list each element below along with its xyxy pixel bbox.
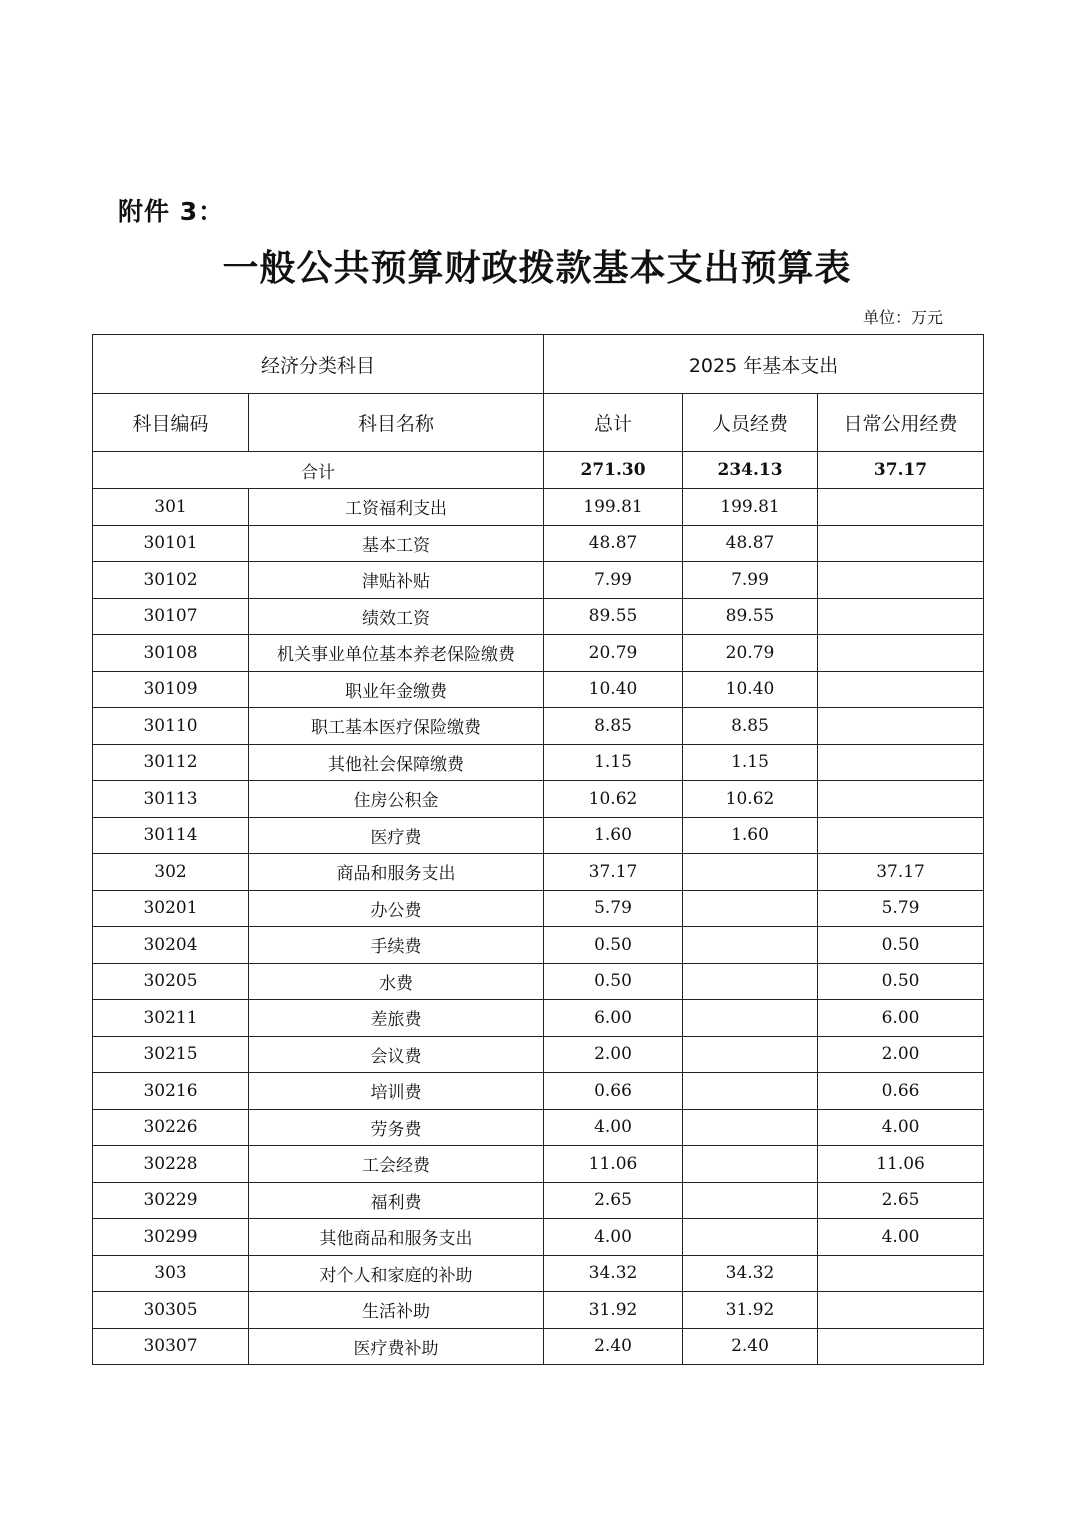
cell-total: 10.62 — [544, 781, 683, 818]
cell-public — [818, 1255, 984, 1292]
cell-total: 199.81 — [544, 489, 683, 526]
cell-total: 2.65 — [544, 1182, 683, 1219]
cell-name: 机关事业单位基本养老保险缴费 — [249, 635, 544, 672]
cell-personnel: 10.62 — [683, 781, 818, 818]
cell-name: 福利费 — [249, 1182, 544, 1219]
table-row — [93, 963, 984, 1000]
cell-personnel: 199.81 — [683, 489, 818, 526]
cell-total: 4.00 — [544, 1219, 683, 1256]
table-row — [93, 489, 984, 526]
cell-name: 职业年金缴费 — [249, 671, 544, 708]
table-row — [93, 598, 984, 635]
cell-code: 30108 — [93, 635, 249, 672]
cell-name: 绩效工资 — [249, 598, 544, 635]
cell-total: 11.06 — [544, 1146, 683, 1183]
cell-code: 30215 — [93, 1036, 249, 1073]
cell-total: 7.99 — [544, 562, 683, 599]
cell-personnel — [683, 890, 818, 927]
table-row — [93, 1073, 984, 1110]
cell-code: 302 — [93, 854, 249, 891]
cell-public: 2.65 — [818, 1182, 984, 1219]
table-row — [93, 890, 984, 927]
cell-code: 30229 — [93, 1182, 249, 1219]
table-row — [93, 525, 984, 562]
cell-public — [818, 562, 984, 599]
cell-code: 30226 — [93, 1109, 249, 1146]
cell-personnel — [683, 963, 818, 1000]
table-row — [93, 671, 984, 708]
total-row — [93, 452, 984, 489]
table-row — [93, 744, 984, 781]
cell-total: 1.15 — [544, 744, 683, 781]
cell-code: 30299 — [93, 1219, 249, 1256]
cell-code: 30101 — [93, 525, 249, 562]
table-row — [93, 635, 984, 672]
cell-code: 30211 — [93, 1000, 249, 1037]
cell-public — [818, 671, 984, 708]
cell-public: 4.00 — [818, 1109, 984, 1146]
cell-code: 301 — [93, 489, 249, 526]
group-header-row — [93, 335, 984, 394]
header-economic-category: 经济分类科目 — [93, 335, 544, 394]
cell-public — [818, 598, 984, 635]
column-header-row — [93, 394, 984, 452]
cell-public: 5.79 — [818, 890, 984, 927]
cell-name: 医疗费 — [249, 817, 544, 854]
header-public: 日常公用经费 — [818, 394, 984, 452]
cell-total: 31.92 — [544, 1292, 683, 1329]
header-personnel: 人员经费 — [683, 394, 818, 452]
cell-public — [818, 1292, 984, 1329]
cell-name: 手续费 — [249, 927, 544, 964]
cell-public — [818, 781, 984, 818]
cell-public: 0.50 — [818, 927, 984, 964]
cell-public: 4.00 — [818, 1219, 984, 1256]
cell-personnel: 20.79 — [683, 635, 818, 672]
attachment-label: 附件 3： — [118, 197, 225, 226]
cell-total: 0.66 — [544, 1073, 683, 1110]
cell-code: 30204 — [93, 927, 249, 964]
cell-public: 37.17 — [818, 854, 984, 891]
cell-total: 48.87 — [544, 525, 683, 562]
cell-name: 对个人和家庭的补助 — [249, 1255, 544, 1292]
cell-public — [818, 1328, 984, 1365]
table-row — [93, 1036, 984, 1073]
cell-total: 20.79 — [544, 635, 683, 672]
table-body — [93, 452, 984, 1365]
cell-public — [818, 489, 984, 526]
cell-name: 住房公积金 — [249, 781, 544, 818]
cell-public — [818, 817, 984, 854]
cell-name: 基本工资 — [249, 525, 544, 562]
cell-name: 津贴补贴 — [249, 562, 544, 599]
cell-name: 生活补助 — [249, 1292, 544, 1329]
budget-table — [92, 334, 984, 1365]
cell-total: 34.32 — [544, 1255, 683, 1292]
cell-total: 0.50 — [544, 963, 683, 1000]
cell-personnel — [683, 1000, 818, 1037]
cell-code: 30109 — [93, 671, 249, 708]
cell-personnel: 34.32 — [683, 1255, 818, 1292]
header-basic-expenditure: 2025 年基本支出 — [544, 335, 984, 394]
cell-total: 10.40 — [544, 671, 683, 708]
cell-public: 2.00 — [818, 1036, 984, 1073]
cell-total: 0.50 — [544, 927, 683, 964]
cell-code: 30201 — [93, 890, 249, 927]
cell-total: 8.85 — [544, 708, 683, 745]
table-row — [93, 854, 984, 891]
total-total: 271.30 — [544, 452, 683, 489]
header-code: 科目编码 — [93, 394, 249, 452]
cell-personnel — [683, 1036, 818, 1073]
table-row — [93, 1255, 984, 1292]
cell-name: 其他商品和服务支出 — [249, 1219, 544, 1256]
cell-public: 0.50 — [818, 963, 984, 1000]
table-row — [93, 1109, 984, 1146]
cell-public: 0.66 — [818, 1073, 984, 1110]
table-row — [93, 1182, 984, 1219]
cell-public — [818, 744, 984, 781]
table-row — [93, 1292, 984, 1329]
unit-label: 单位：万元 — [862, 308, 943, 327]
cell-name: 工会经费 — [249, 1146, 544, 1183]
cell-code: 30305 — [93, 1292, 249, 1329]
cell-code: 30112 — [93, 744, 249, 781]
cell-code: 30307 — [93, 1328, 249, 1365]
table-row — [93, 1146, 984, 1183]
cell-personnel — [683, 1073, 818, 1110]
cell-name: 商品和服务支出 — [249, 854, 544, 891]
cell-personnel: 1.60 — [683, 817, 818, 854]
cell-total: 1.60 — [544, 817, 683, 854]
cell-name: 办公费 — [249, 890, 544, 927]
table-row — [93, 817, 984, 854]
cell-name: 医疗费补助 — [249, 1328, 544, 1365]
cell-personnel: 7.99 — [683, 562, 818, 599]
cell-personnel: 89.55 — [683, 598, 818, 635]
total-label: 合计 — [93, 452, 544, 489]
cell-personnel — [683, 1146, 818, 1183]
cell-code: 30228 — [93, 1146, 249, 1183]
page-title: 一般公共预算财政拨款基本支出预算表 — [222, 247, 852, 289]
table-row — [93, 1000, 984, 1037]
cell-personnel: 31.92 — [683, 1292, 818, 1329]
cell-personnel — [683, 854, 818, 891]
total-public: 37.17 — [818, 452, 984, 489]
cell-public: 6.00 — [818, 1000, 984, 1037]
cell-total: 4.00 — [544, 1109, 683, 1146]
cell-personnel: 8.85 — [683, 708, 818, 745]
cell-code: 30110 — [93, 708, 249, 745]
cell-personnel: 2.40 — [683, 1328, 818, 1365]
cell-code: 30113 — [93, 781, 249, 818]
cell-code: 30102 — [93, 562, 249, 599]
cell-total: 6.00 — [544, 1000, 683, 1037]
table-row — [93, 1328, 984, 1365]
cell-personnel — [683, 1109, 818, 1146]
table-row — [93, 1219, 984, 1256]
cell-code: 30107 — [93, 598, 249, 635]
cell-public — [818, 635, 984, 672]
cell-personnel: 1.15 — [683, 744, 818, 781]
cell-public: 11.06 — [818, 1146, 984, 1183]
total-personnel: 234.13 — [683, 452, 818, 489]
header-total: 总计 — [544, 394, 683, 452]
table-row — [93, 708, 984, 745]
cell-total: 89.55 — [544, 598, 683, 635]
table-row — [93, 781, 984, 818]
cell-public — [818, 708, 984, 745]
cell-total: 2.40 — [544, 1328, 683, 1365]
cell-public — [818, 525, 984, 562]
cell-code: 30216 — [93, 1073, 249, 1110]
cell-total: 5.79 — [544, 890, 683, 927]
cell-personnel — [683, 1219, 818, 1256]
cell-name: 工资福利支出 — [249, 489, 544, 526]
cell-code: 30205 — [93, 963, 249, 1000]
cell-personnel — [683, 927, 818, 964]
cell-total: 2.00 — [544, 1036, 683, 1073]
cell-name: 职工基本医疗保险缴费 — [249, 708, 544, 745]
cell-name: 差旅费 — [249, 1000, 544, 1037]
cell-total: 37.17 — [544, 854, 683, 891]
table-row — [93, 927, 984, 964]
cell-name: 劳务费 — [249, 1109, 544, 1146]
cell-personnel: 48.87 — [683, 525, 818, 562]
cell-name: 培训费 — [249, 1073, 544, 1110]
cell-personnel — [683, 1182, 818, 1219]
cell-personnel: 10.40 — [683, 671, 818, 708]
table-row — [93, 562, 984, 599]
cell-code: 303 — [93, 1255, 249, 1292]
cell-name: 水费 — [249, 963, 544, 1000]
cell-name: 会议费 — [249, 1036, 544, 1073]
cell-name: 其他社会保障缴费 — [249, 744, 544, 781]
header-name: 科目名称 — [249, 394, 544, 452]
cell-code: 30114 — [93, 817, 249, 854]
